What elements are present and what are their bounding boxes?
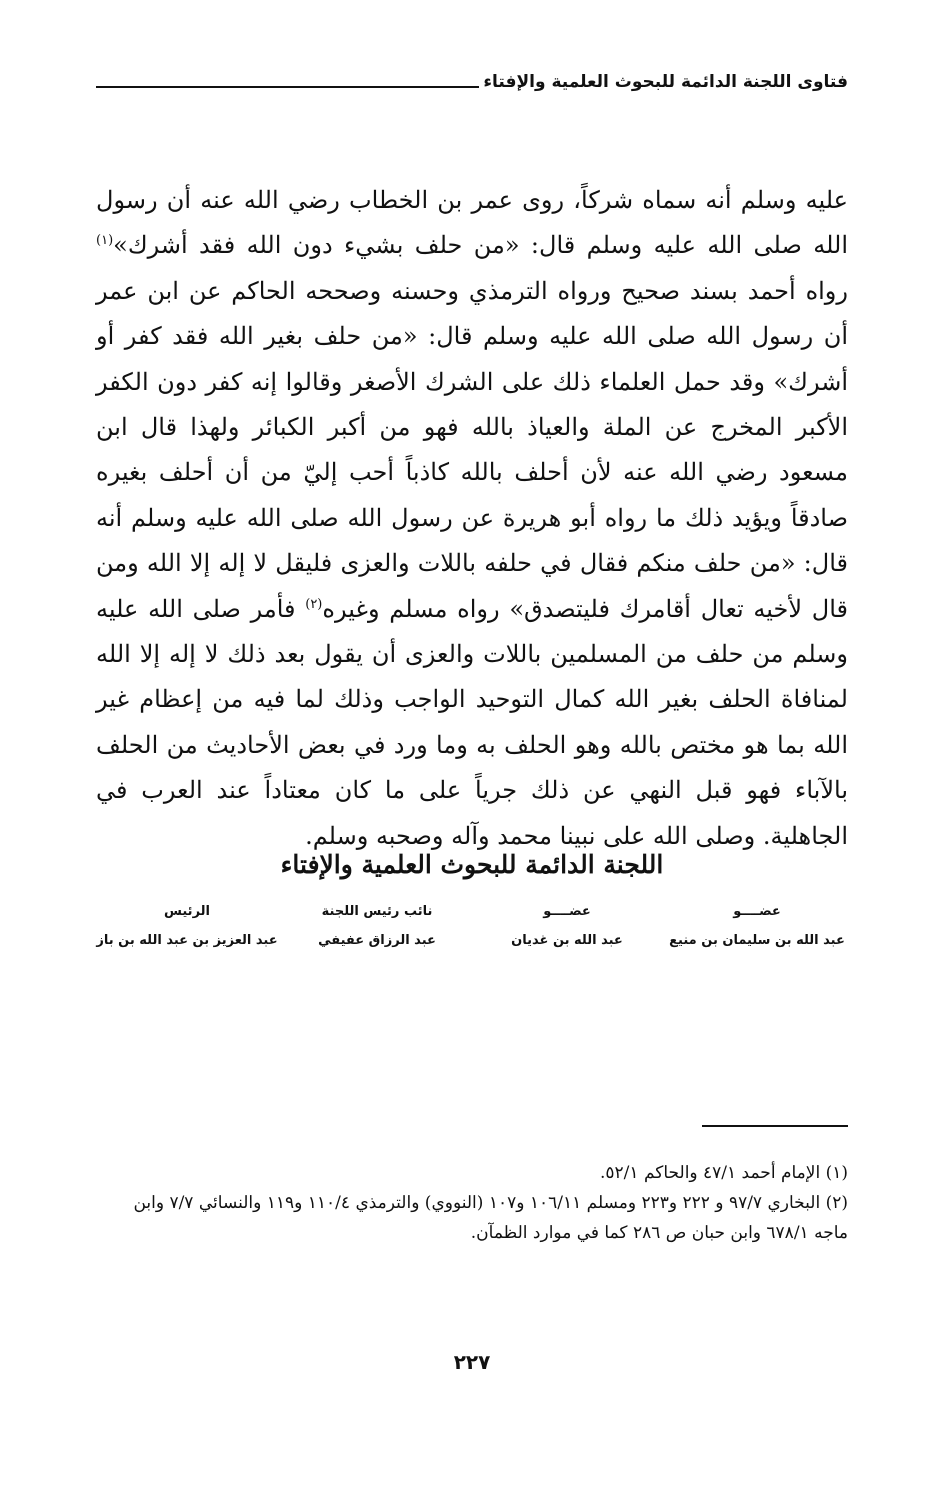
body-text [96,178,848,859]
footnote-ref-2[interactable]: (٢) [305,596,323,612]
footnotes [96,1158,848,1248]
body-text-part-3: فأمر صلى الله عليه وسلم من حلف من المسلمين باللات والعزى أن يقول بعد ذلك لا إله إلا الله لمنافاة الحلف بغير الله كمال التوحيد الواجب وذلك لما فيه من إعظام غير الله بما هو مختص بالله وهو الحلف به وما ورد في بعض الأحاديث من الحلف بالآباء فهو قبل النهي عن ذلك جرياً على ما كان معتاداً عند العرب في الجاهلية. وصلى الله على نبينا محمد وآله وصحبه وسلم. [96,594,848,850]
footnote-2: (٢) البخاري ٩٧/٧ و ٢٢٢ و٢٢٣ ومسلم ١٠٦/١١ و١٠٧ (النووي) والترمذي ١١٠/٤ و١١٩ والنسائي ٧/٧ وابن ماجه ٦٧٨/١ وابن حبان ص ٢٨٦ كما في موارد الظمآن. [133,1193,848,1243]
signature-role: عضــــو [543,904,591,919]
body-paragraph [96,178,848,859]
signature-name: عبد الله بن سليمان بن منيع [669,933,845,948]
signature-name: عبد الله بن غديان [511,933,623,948]
signature-role: الرئيس [164,904,210,919]
footnote-separator [702,1125,848,1127]
footnote-ref-1[interactable]: (١) [96,233,114,249]
header-rule [96,86,479,88]
body-text-part-1: عليه وسلم أنه سماه شركاً، روى عمر بن الخطاب رضي الله عنه أن رسول الله صلى الله عليه وسلم قال: «من حلف بشيء دون الله فقد أشرك» [96,186,849,260]
signature-member-1 [666,904,848,948]
signature-member-4 [96,904,278,948]
running-header-title: فتاوى اللجنة الدائمة للبحوث العلمية والإفتاء [483,72,848,92]
footnote-1: (١) الإمام أحمد ٤٧/١ والحاكم ٥٢/١. [600,1163,848,1183]
signature-member-2 [476,904,658,948]
signature-role: عضــــو [733,904,781,919]
signature-role: نائب رئيس اللجنة [321,904,433,919]
body-text-part-2: رواه أحمد بسند صحيح ورواه الترمذي وحسنه وصححه الحاكم عن ابن عمر أن رسول الله صلى الله عليه وسلم قال: «من حلف بغير الله فقد كفر أو أشرك» وقد حمل العلماء ذلك على الشرك الأصغر وقالوا إنه كفر دون الكفر الأكبر المخرج عن الملة والعياذ بالله فهو من أكبر الكبائر ولهذا قال ابن مسعود رضي الله عنه لأن أحلف بالله كاذباً أحب إليّ من أن أحلف بغيره صادقاً ويؤيد ذلك ما رواه أبو هريرة عن رسول الله صلى الله عليه وسلم أنه قال: «من حلف منكم فقال في حلفه باللات والعزى فليقل لا إله إلا الله ومن قال لأخيه تعال أقامرك فليتصدق» رواه مسلم وغيره [96,276,848,623]
signature-block [96,904,848,948]
signature-name: عبد العزيز بن عبد الله بن باز [96,933,278,948]
committee-title: اللجنة الدائمة للبحوث العلمية والإفتاء [280,850,664,879]
page-number: ٢٢٧ [453,1350,491,1374]
signature-name: عبد الرزاق عفيفي [318,933,436,948]
running-header [96,74,848,91]
signature-member-3 [286,904,468,948]
